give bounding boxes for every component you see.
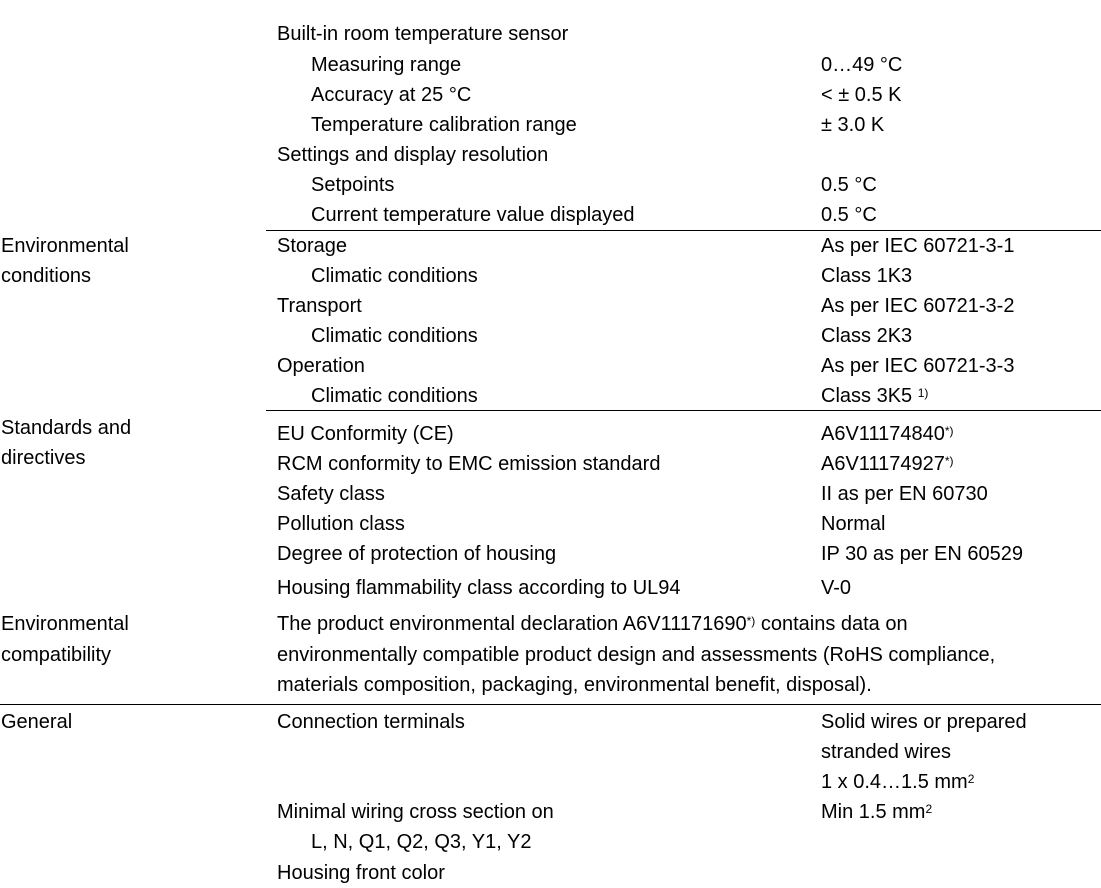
compat-category-line2: compatibility (1, 644, 112, 666)
pollution-value: Normal (821, 513, 886, 535)
pollution-label: Pollution class (277, 513, 405, 535)
divider (0, 704, 1101, 705)
storage-label: Storage (277, 235, 348, 257)
setpoints-value: 0.5 °C (821, 174, 877, 196)
general-category: General (1, 711, 73, 733)
eu-value (821, 422, 954, 446)
terminals-value-line3-text: 1 x 0.4…1.5 mm (821, 771, 968, 793)
standards-category-line1: Standards and (1, 417, 132, 439)
operation-climatic-label: Climatic conditions (311, 385, 478, 407)
transport-value: As per IEC 60721-3-2 (821, 295, 1015, 317)
storage-value: As per IEC 60721-3-1 (821, 235, 1015, 257)
rcm-label: RCM conformity to EMC emission standard (277, 453, 661, 475)
compat-text-line3: materials composition, packaging, environmental benefit, disposal). (277, 674, 872, 696)
transport-climatic-label: Climatic conditions (311, 325, 478, 347)
superscript-2: 2 (925, 802, 933, 816)
compat-text-before: The product environmental declaration A6V11171690 (277, 613, 747, 635)
footnote-marker: *) (746, 614, 756, 628)
measuring-range-label: Measuring range (311, 54, 462, 76)
current-temp-value: 0.5 °C (821, 204, 877, 226)
wiring-label-line1: Minimal wiring cross section on (277, 801, 554, 823)
env-conditions-category-line2: conditions (1, 265, 92, 287)
transport-label: Transport (277, 295, 362, 317)
eu-label: EU Conformity (CE) (277, 423, 454, 445)
operation-label: Operation (277, 355, 365, 377)
wiring-label-line2: L, N, Q1, Q2, Q3, Y1, Y2 (311, 831, 532, 853)
flammability-label: Housing flammability class according to UL94 (277, 577, 681, 599)
protection-value: IP 30 as per EN 60529 (821, 543, 1023, 565)
flammability-value: V-0 (821, 577, 852, 599)
measuring-range-value: 0…49 °C (821, 54, 903, 76)
accuracy-value: < ± 0.5 K (821, 84, 902, 106)
footnote-marker: *) (944, 424, 954, 438)
rcm-value-text: A6V11174927 (821, 453, 945, 475)
divider (266, 230, 1101, 231)
terminals-value-line2: stranded wires (821, 741, 952, 763)
wiring-value-text: Min 1.5 mm (821, 801, 926, 823)
storage-climatic-label: Climatic conditions (311, 265, 478, 287)
compat-category-line1: Environmental (1, 613, 129, 635)
transport-climatic-value: Class 2K3 (821, 325, 913, 347)
current-temp-label: Current temperature value displayed (311, 204, 635, 226)
compat-text-line2: environmentally compatible product design and assessments (RoHS compliance, (277, 644, 996, 666)
sensor-heading: Built-in room temperature sensor (277, 23, 569, 45)
calibration-label: Temperature calibration range (311, 114, 577, 136)
footnote-marker: 1) (917, 386, 929, 400)
divider (266, 410, 1101, 411)
wiring-value (821, 800, 932, 824)
env-conditions-category-line1: Environmental (1, 235, 129, 257)
operation-climatic-value-text: Class 3K5 (821, 385, 913, 407)
compat-text-after: contains data on (755, 613, 908, 635)
terminals-value-line3 (821, 770, 974, 794)
terminals-label: Connection terminals (277, 711, 465, 733)
rcm-value (821, 452, 954, 476)
calibration-value: ± 3.0 K (821, 114, 885, 136)
footnote-marker: *) (944, 454, 954, 468)
storage-climatic-value: Class 1K3 (821, 265, 913, 287)
operation-value: As per IEC 60721-3-3 (821, 355, 1015, 377)
safety-label: Safety class (277, 483, 385, 505)
superscript-2: 2 (967, 772, 975, 786)
protection-label: Degree of protection of housing (277, 543, 557, 565)
housing-color-label: Housing front color (277, 862, 445, 884)
terminals-value-line1: Solid wires or prepared (821, 711, 1027, 733)
settings-heading: Settings and display resolution (277, 144, 549, 166)
eu-value-text: A6V11174840 (821, 423, 945, 445)
standards-category-line2: directives (1, 447, 86, 469)
setpoints-label: Setpoints (311, 174, 395, 196)
operation-climatic-value (821, 384, 928, 408)
compat-text-line1 (277, 612, 908, 636)
safety-value: II as per EN 60730 (821, 483, 988, 505)
accuracy-label: Accuracy at 25 °C (311, 84, 472, 106)
